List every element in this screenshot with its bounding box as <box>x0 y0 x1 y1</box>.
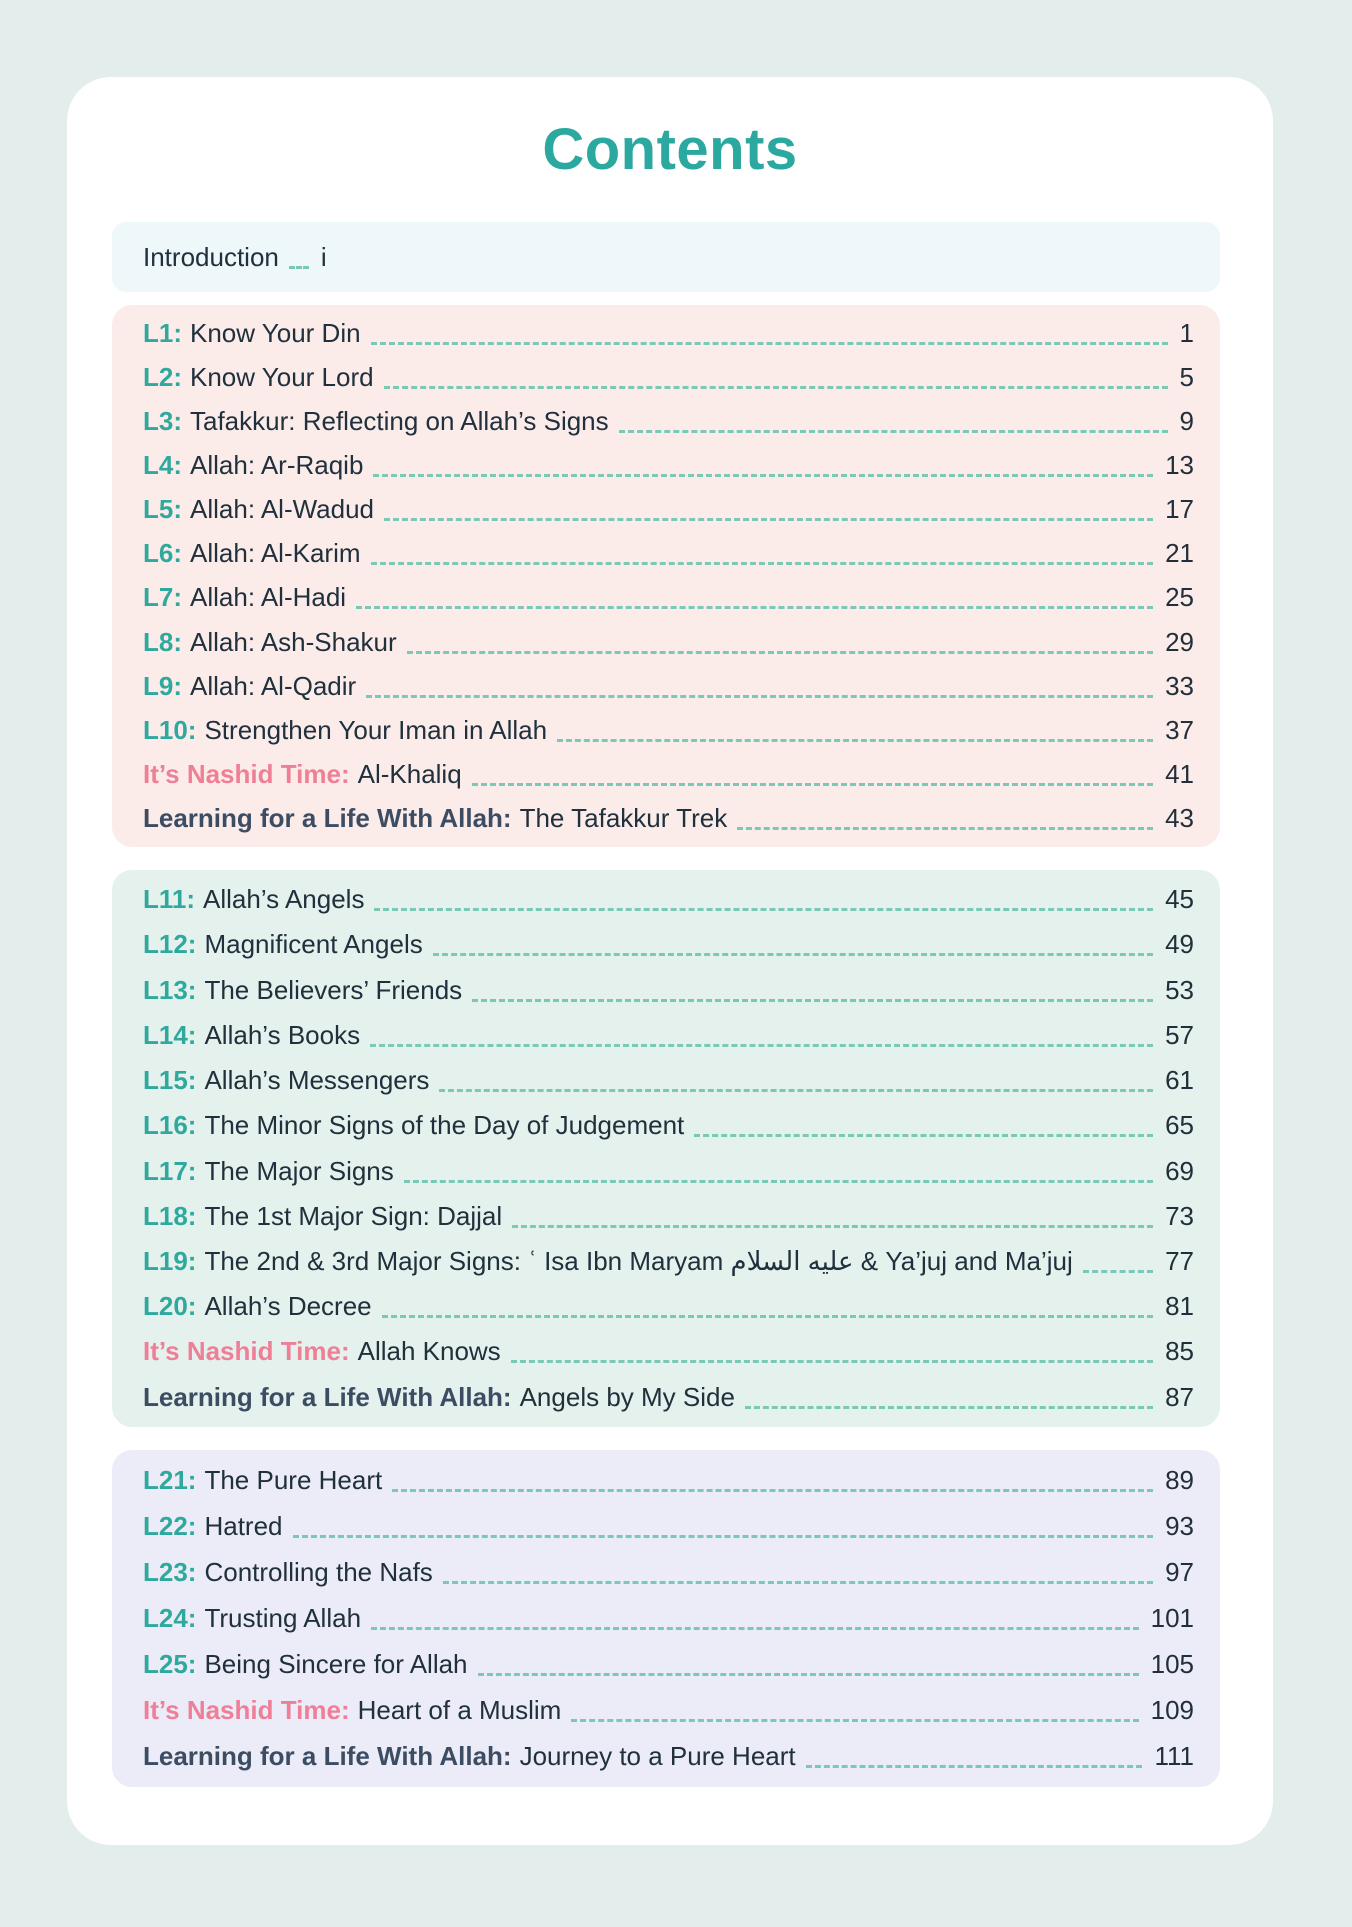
toc-row-page: 97 <box>1165 1557 1194 1587</box>
toc-row-title: Strengthen Your Iman in Allah <box>204 714 548 745</box>
dotted-leader <box>745 1406 1153 1409</box>
toc-section-2 <box>112 870 1220 1427</box>
toc-row-page: 89 <box>1165 1465 1194 1495</box>
page-title: Contents <box>542 117 798 182</box>
dotted-leader <box>478 1673 1139 1676</box>
sections <box>67 305 1273 1787</box>
toc-row-page: 69 <box>1165 1155 1194 1186</box>
toc-row <box>143 1603 1194 1634</box>
toc-row-prefix: L12: <box>143 929 197 960</box>
toc-row-page: 49 <box>1165 929 1194 960</box>
toc-row <box>143 1246 1194 1277</box>
toc-row-title: Know Your Lord <box>190 362 374 393</box>
toc-row-title: Allah: Al-Wadud <box>190 494 375 525</box>
toc-row <box>143 1291 1194 1322</box>
toc-row-title: Angels by My Side <box>519 1381 735 1412</box>
toc-row-prefix: It’s Nashid Time: <box>143 1695 350 1725</box>
toc-row-prefix: L20: <box>143 1291 197 1322</box>
toc-row <box>143 362 1194 393</box>
toc-row-page: 25 <box>1165 582 1194 613</box>
toc-row-page: 101 <box>1150 1603 1194 1633</box>
dotted-leader <box>374 908 1153 911</box>
toc-row <box>143 671 1194 702</box>
dotted-leader <box>619 430 1168 433</box>
toc-row-page: 77 <box>1165 1245 1194 1276</box>
toc-row <box>143 1201 1194 1232</box>
toc-row-title: Magnificent Angels <box>204 929 423 960</box>
toc-row-title: The Major Signs <box>204 1155 394 1186</box>
toc-row-prefix: L16: <box>143 1110 197 1141</box>
toc-row-prefix: L6: <box>143 538 182 569</box>
toc-row-title: The Pure Heart <box>204 1465 383 1495</box>
toc-row-prefix: L7: <box>143 582 182 613</box>
toc-row-prefix: It’s Nashid Time: <box>143 758 350 789</box>
toc-row <box>143 1156 1194 1187</box>
toc-row-prefix: L8: <box>143 626 182 657</box>
toc-row <box>143 242 327 273</box>
toc-row-page: 41 <box>1165 758 1194 789</box>
toc-row <box>143 538 1194 569</box>
dotted-leader <box>371 562 1154 565</box>
dotted-leader <box>392 1489 1153 1492</box>
toc-row-page: 33 <box>1165 670 1194 701</box>
toc-row-prefix: L24: <box>143 1603 197 1633</box>
toc-row-prefix: L2: <box>143 362 182 393</box>
toc-row <box>143 494 1194 525</box>
toc-row-prefix: Learning for a Life With Allah: <box>143 1381 512 1412</box>
toc-row-prefix: L22: <box>143 1511 197 1541</box>
dotted-leader <box>472 999 1153 1002</box>
toc-row-title: Allah Knows <box>357 1336 501 1367</box>
toc-row-title: Allah: Ar-Raqib <box>190 450 364 481</box>
toc-row <box>143 803 1194 834</box>
toc-section-3 <box>112 1450 1220 1787</box>
toc-row <box>143 759 1194 790</box>
toc-row <box>143 1110 1194 1141</box>
toc-row <box>143 318 1194 349</box>
toc-row-prefix: L17: <box>143 1155 197 1186</box>
toc-row <box>143 1557 1194 1588</box>
dotted-leader <box>472 783 1153 786</box>
toc-row-page: 111 <box>1154 1741 1194 1771</box>
toc-row-title: Being Sincere for Allah <box>204 1649 468 1679</box>
toc-row-page: 53 <box>1165 974 1194 1005</box>
toc-row-title: Allah’s Angels <box>203 884 365 915</box>
dotted-leader <box>433 953 1153 956</box>
toc-row-title: Allah’s Messengers <box>204 1065 430 1096</box>
toc-row-title: Allah’s Decree <box>204 1291 372 1322</box>
toc-row-prefix: L14: <box>143 1019 197 1050</box>
toc-row-page: 65 <box>1165 1110 1194 1141</box>
toc-row-page: 1 <box>1179 318 1194 349</box>
toc-row-prefix: L19: <box>143 1245 197 1276</box>
dotted-leader <box>512 1225 1153 1228</box>
toc-row <box>143 1065 1194 1096</box>
toc-row <box>143 582 1194 613</box>
toc-row-title: The Believers’ Friends <box>204 974 463 1005</box>
toc-row <box>143 1511 1194 1542</box>
dotted-leader <box>371 1627 1139 1630</box>
toc-row-prefix: L18: <box>143 1200 197 1231</box>
toc-row-title: Allah: Al-Karim <box>190 538 361 569</box>
toc-row-prefix: L1: <box>143 318 182 349</box>
toc-row <box>143 715 1194 746</box>
toc-row <box>143 1741 1194 1772</box>
toc-row-prefix: L15: <box>143 1065 197 1096</box>
toc-row <box>143 627 1194 658</box>
toc-row-prefix: L21: <box>143 1465 197 1495</box>
contents-card <box>67 77 1273 1845</box>
toc-row-title: Controlling the Nafs <box>204 1557 433 1587</box>
toc-row-title: Allah: Al-Qadir <box>190 670 357 701</box>
toc-section-1 <box>112 305 1220 847</box>
toc-row <box>143 1649 1194 1680</box>
dotted-leader <box>439 1089 1153 1092</box>
dotted-leader <box>407 651 1153 654</box>
toc-row-title: Trusting Allah <box>204 1603 362 1633</box>
toc-row-page: 37 <box>1165 714 1194 745</box>
toc-row-page: 87 <box>1165 1381 1194 1412</box>
toc-row-prefix: Learning for a Life With Allah: <box>143 1741 512 1771</box>
toc-row-page: 43 <box>1165 802 1194 833</box>
toc-row-page: 45 <box>1165 884 1194 915</box>
toc-row-prefix: It’s Nashid Time: <box>143 1336 350 1367</box>
toc-row-prefix: Learning for a Life With Allah: <box>143 802 512 833</box>
toc-row-title: Allah: Ash-Shakur <box>190 626 397 657</box>
dotted-leader <box>289 266 309 269</box>
toc-row-prefix: L4: <box>143 450 182 481</box>
toc-row-prefix: L25: <box>143 1649 197 1679</box>
dotted-leader <box>404 1180 1153 1183</box>
dotted-leader <box>366 695 1153 698</box>
toc-row-page: 29 <box>1165 626 1194 657</box>
dotted-leader <box>737 827 1153 830</box>
toc-row-title: The Tafakkur Trek <box>519 802 728 833</box>
dotted-leader <box>382 1315 1153 1318</box>
dotted-leader <box>370 1044 1153 1047</box>
toc-row <box>143 450 1194 481</box>
toc-row-page: 5 <box>1179 362 1194 393</box>
intro-row <box>112 222 1220 292</box>
toc-row-prefix: L13: <box>143 974 197 1005</box>
toc-row-page: 85 <box>1165 1336 1194 1367</box>
dotted-leader <box>293 1535 1154 1538</box>
toc-row-page: 13 <box>1165 450 1194 481</box>
toc-row-prefix: L10: <box>143 714 197 745</box>
toc-row-title: The Minor Signs of the Day of Judgement <box>204 1110 685 1141</box>
toc-row <box>143 929 1194 960</box>
toc-row <box>143 1020 1194 1051</box>
toc-row-title: Hatred <box>204 1511 283 1541</box>
dotted-leader <box>373 474 1153 477</box>
toc-row <box>143 1336 1194 1367</box>
toc-row-prefix: L23: <box>143 1557 197 1587</box>
toc-row-page: 21 <box>1165 538 1194 569</box>
toc-row-title: Journey to a Pure Heart <box>519 1741 796 1771</box>
toc-row-title: Tafakkur: Reflecting on Allah’s Signs <box>190 406 609 437</box>
dotted-leader <box>356 606 1153 609</box>
toc-row-prefix: L9: <box>143 670 182 701</box>
dotted-leader <box>806 1765 1143 1768</box>
toc-row-title: The 2nd & 3rd Major Signs: ʿ Isa Ibn Maryam عليه السلام & Ya’juj and Ma’juj <box>204 1245 1073 1276</box>
toc-row-title: Allah: Al-Hadi <box>190 582 347 613</box>
toc-row-title: Know Your Din <box>190 318 361 349</box>
toc-row-page: 93 <box>1165 1511 1194 1541</box>
toc-row <box>143 406 1194 437</box>
dotted-leader <box>511 1360 1153 1363</box>
dotted-leader <box>694 1134 1153 1137</box>
dotted-leader <box>384 386 1168 389</box>
toc-row <box>143 1465 1194 1496</box>
toc-row-page: 61 <box>1165 1065 1194 1096</box>
toc-row-title: Al-Khaliq <box>357 758 462 789</box>
toc-row-prefix: L5: <box>143 494 182 525</box>
toc-row-page: 105 <box>1150 1649 1194 1679</box>
toc-row-title: Introduction <box>143 241 279 272</box>
toc-row-title: Allah’s Books <box>204 1019 361 1050</box>
toc-row <box>143 1695 1194 1726</box>
toc-row-page: i <box>320 241 327 272</box>
toc-row <box>143 1382 1194 1413</box>
dotted-leader <box>384 518 1153 521</box>
toc-row <box>143 884 1194 915</box>
toc-row-page: 109 <box>1150 1695 1194 1725</box>
dotted-leader <box>571 1719 1138 1722</box>
toc-row-page: 9 <box>1179 406 1194 437</box>
toc-row-title: The 1st Major Sign: Dajjal <box>204 1200 503 1231</box>
dotted-leader <box>557 739 1153 742</box>
toc-row-prefix: L3: <box>143 406 182 437</box>
toc-row-page: 57 <box>1165 1019 1194 1050</box>
dotted-leader <box>371 342 1168 345</box>
toc-row-prefix: L11: <box>143 884 196 915</box>
toc-row-page: 73 <box>1165 1200 1194 1231</box>
dotted-leader <box>1083 1270 1153 1273</box>
toc-row-title: Heart of a Muslim <box>357 1695 562 1725</box>
dotted-leader <box>443 1581 1153 1584</box>
toc-row <box>143 975 1194 1006</box>
toc-row-page: 81 <box>1165 1291 1194 1322</box>
toc-row-page: 17 <box>1165 494 1194 525</box>
